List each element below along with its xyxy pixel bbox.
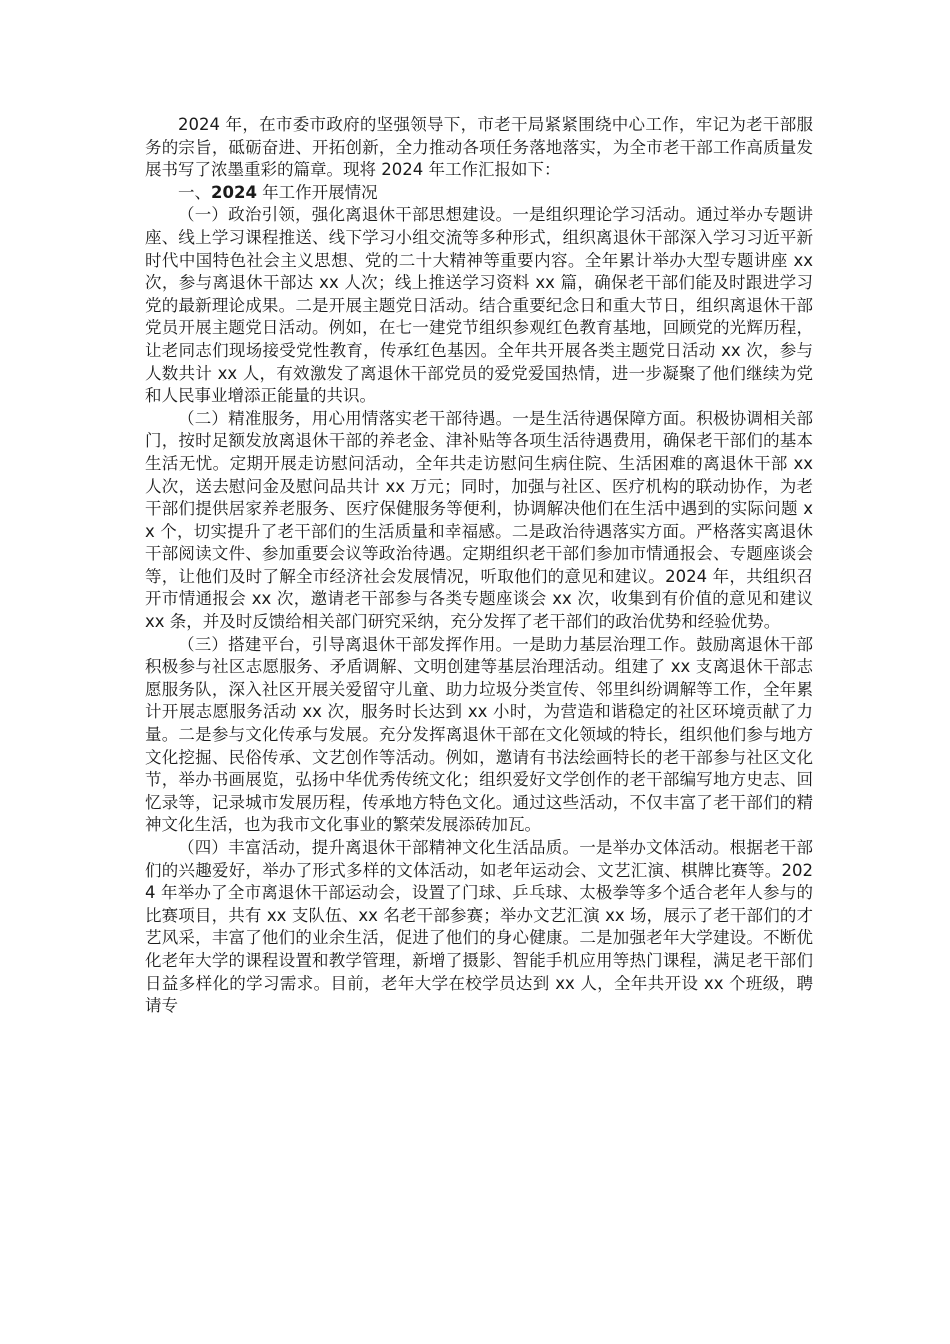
section-title: 年工作开展情况 — [256, 182, 378, 202]
intro-paragraph: 2024 年，在市委市政府的坚强领导下，市老干局紧紧围绕中心工作，牢记为老干部服务的宗旨，砥砺奋进、开拓创新，全力推动各项任务落地落实，为全市老干部工作高质量发展书写了浓墨重彩的篇章。现将 2024 年工作汇报如下： — [145, 115, 813, 180]
document-body — [145, 114, 813, 1018]
paragraph-precise-service: （二）精准服务，用心用情落实老干部待遇。一是生活待遇保障方面。积极协调相关部门，按时足额发放离退休干部的养老金、津补贴等各项生活待遇费用，确保老干部们的基本生活无忧。定期开展走访慰问活动，全年共走访慰问生病住院、生活困难的离退休干部 xx 人次，送去慰问金及慰问品共计 xx 万元；同时，加强与社区、医疗机构的联动协作，为老干部们提供居家养老服务、医疗保健服务等便利，协调解决他们在生活中遇到的实际问题 xx 个，切实提升了老干部们的生活质量和幸福感。二是政治待遇落实方面。严格落实离退休干部阅读文件、参加重要会议等政治待遇。定期组织老干部们参加市情通报会、专题座谈会等，让他们及时了解全市经济社会发展情况，听取他们的意见和建议。2024 年，共组织召开市情通报会 xx 次，邀请老干部参与各类专题座谈会 xx 次，收集到有价值的意见和建议 xx 条，并及时反馈给相关部门研究采纳，充分发挥了老干部们的政治优势和经验优势。 — [145, 408, 813, 632]
section-prefix: 一、 — [178, 182, 211, 202]
paragraph-platform-building: （三）搭建平台，引导离退休干部发挥作用。一是助力基层治理工作。鼓励离退休干部积极参与社区志愿服务、矛盾调解、文明创建等基层治理活动。组建了 xx 支离退休干部志愿服务队，深入社区开展关爱留守儿童、助力垃圾分类宣传、邻里纠纷调解等工作，全年累计开展志愿服务活动 xx 次，服务时长达到 xx 小时，为营造和谐稳定的社区环境贡献了力量。二是参与文化传承与发展。充分发挥离退休干部在文化领域的特长，组织他们参与地方文化挖掘、民俗传承、文艺创作等活动。例如，邀请有书法绘画特长的老干部参与社区文化节，举办书画展览，弘扬中华优秀传统文化；组织爱好文学创作的老干部编写地方史志、回忆录等，记录城市发展历程，传承地方特色文化。通过这些活动，不仅丰富了老干部们的精神文化生活，也为我市文化事业的繁荣发展添砖加瓦。 — [145, 634, 813, 835]
section-heading — [145, 182, 813, 205]
section-year: 2024 — [211, 182, 257, 202]
paragraph-political-guidance: （一）政治引领，强化离退休干部思想建设。一是组织理论学习活动。通过举办专题讲座、线上学习课程推送、线下学习小组交流等多种形式，组织离退休干部深入学习习近平新时代中国特色社会主义思想、党的二十大精神等重要内容。全年累计举办大型专题讲座 xx 次，参与离退休干部达 xx 人次；线上推送学习资料 xx 篇，确保老干部们能及时跟进学习党的最新理论成果。二是开展主题党日活动。结合重要纪念日和重大节日，组织离退休干部党员开展主题党日活动。例如，在七一建党节组织参观红色教育基地，回顾党的光辉历程，让老同志们现场接受党性教育，传承红色基因。全年共开展各类主题党日活动 xx 次，参与人数共计 xx 人，有效激发了离退休干部党员的爱党爱国热情，进一步凝聚了他们继续为党和人民事业增添正能量的共识。 — [145, 205, 813, 406]
paragraph-rich-activities: （四）丰富活动，提升离退休干部精神文化生活品质。一是举办文体活动。根据老干部们的兴趣爱好，举办了形式多样的文体活动，如老年运动会、文艺汇演、棋牌比赛等。2024 年举办了全市离退休干部运动会，设置了门球、乒乓球、太极拳等多个适合老年人参与的比赛项目，共有 xx 支队伍、xx 名老干部参赛；举办文艺汇演 xx 场，展示了老干部们的才艺风采，丰富了他们的业余生活，促进了他们的身心健康。二是加强老年大学建设。不断优化老年大学的课程设置和教学管理，新增了摄影、智能手机应用等热门课程，满足老干部们日益多样化的学习需求。目前，老年大学在校学员达到 xx 人，全年共开设 xx 个班级，聘请专 — [145, 838, 813, 1016]
